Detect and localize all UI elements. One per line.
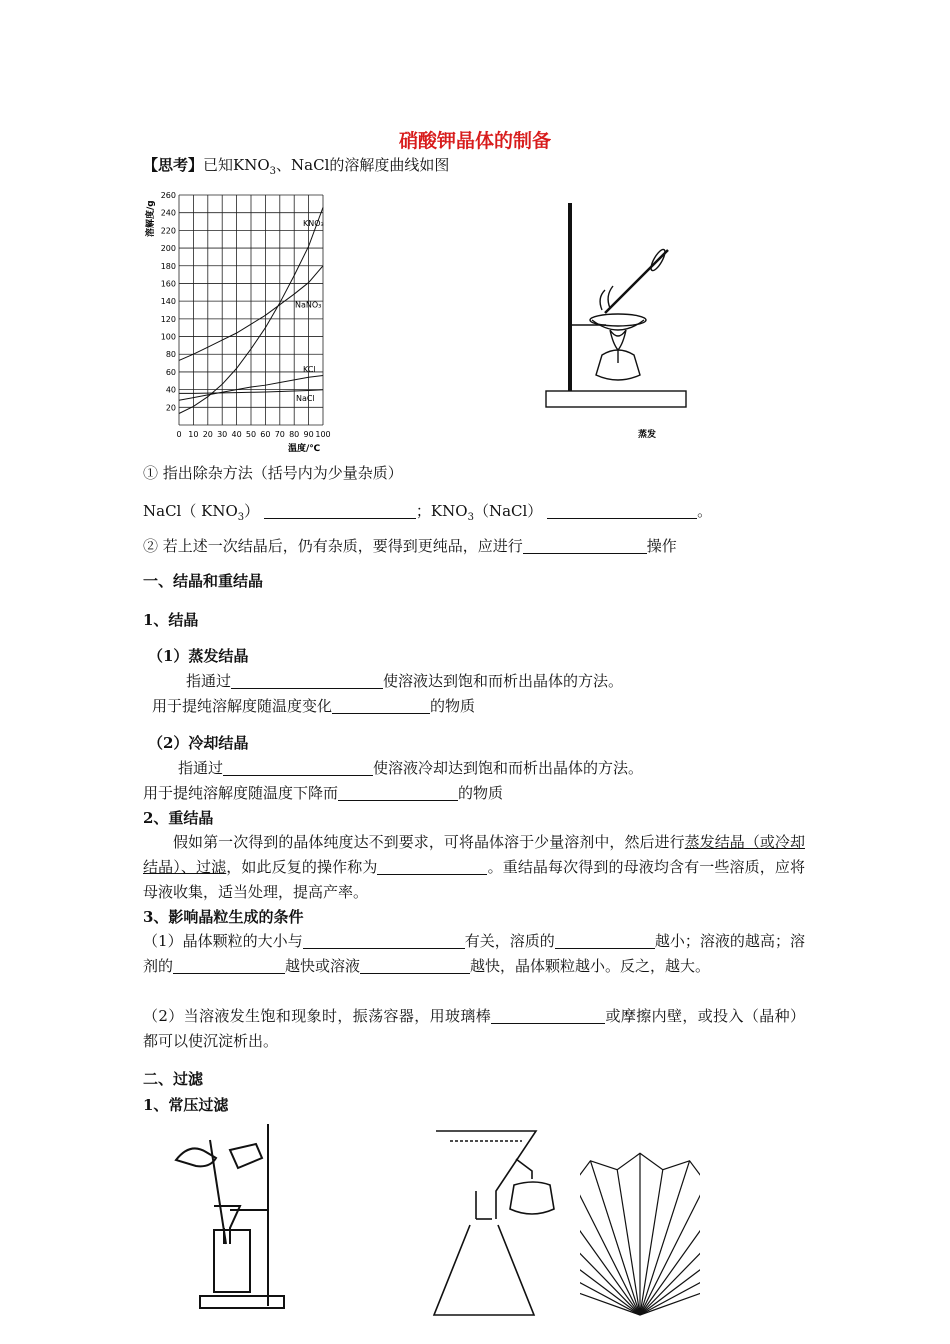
recrystallization-paragraph: 假如第一次得到的晶体纯度达不到要求，可将晶体溶于少量溶剂中，然后进行蒸发结晶（或冷却结晶）、过滤，如此反复的操作称为 。重结晶每次得到的母液均含有一些溶质，应将母液收集，适当处理，提高产率。	[143, 833, 805, 901]
cool-line-1: 指通过 使溶液冷却达到饱和而析出晶体的方法。	[178, 759, 644, 777]
series-label: NaCl	[296, 394, 315, 404]
solubility-chart	[143, 185, 343, 455]
vacuum-filtration-figure	[430, 1125, 570, 1325]
answer-blank-8[interactable]	[377, 859, 487, 875]
x-tick-label: 60	[260, 430, 271, 439]
filter-paper-fold	[580, 1216, 640, 1315]
y-tick-label: 80	[165, 350, 176, 360]
x-axis-label: 温度/℃	[288, 444, 321, 454]
answer-blank-3[interactable]	[523, 538, 647, 554]
y-tick-label: 140	[160, 297, 176, 307]
answer-blank-11[interactable]	[173, 958, 285, 974]
answer-blank-5[interactable]	[332, 698, 430, 714]
q1-label: ① 指出除杂方法（括号内为少量杂质）	[143, 464, 403, 482]
think-text-post: 、NaCl的溶解度曲线如图	[276, 156, 450, 174]
x-tick-label: 20	[202, 430, 213, 439]
cool-heading: （2）冷却结晶	[148, 734, 249, 752]
evap-line-1: 指通过 使溶液达到饱和而析出晶体的方法。	[186, 672, 624, 690]
flame	[610, 330, 626, 350]
evaporation-label: 蒸发	[638, 430, 657, 440]
think-sub: 3	[269, 166, 277, 177]
y-tick-label: 260	[160, 191, 176, 200]
series-label: KCl	[303, 364, 316, 374]
answer-blank-6[interactable]	[223, 760, 373, 776]
underlined-answer: 蒸发结晶（或冷却结晶）、过滤	[143, 833, 805, 876]
x-tick-label: 70	[274, 430, 285, 439]
x-tick-label: 30	[217, 430, 228, 439]
subheading-conditions: 3、影响晶粒生成的条件	[143, 908, 304, 926]
section-1-heading: 一、结晶和重结晶	[143, 572, 264, 590]
y-tick-label: 200	[160, 244, 176, 254]
x-tick-label: 10	[188, 430, 199, 439]
subheading-filtration: 1、常压过滤	[143, 1096, 229, 1114]
answer-blank-1[interactable]	[264, 503, 416, 519]
glass-rod	[605, 250, 668, 313]
filter-paper-fold	[640, 1182, 700, 1315]
cool-line-2: 用于提纯溶解度随温度下降而 的物质	[143, 784, 504, 802]
answer-blank-4[interactable]	[231, 673, 383, 689]
y-tick-label: 180	[160, 261, 176, 271]
y-tick-label: 20	[165, 403, 176, 413]
x-tick-label: 100	[315, 430, 331, 439]
subheading-crystallization: 1、结晶	[143, 611, 199, 629]
y-tick-label: 40	[165, 385, 176, 395]
answer-blank-7[interactable]	[338, 785, 458, 801]
condition-2-paragraph: （2）当溶液发生饱和现象时，振荡容器，用玻璃棒 或摩擦内壁，或投入（晶种）都可以使沉淀析出。	[143, 1007, 805, 1050]
filter-paper-fold	[640, 1183, 700, 1315]
page-title: 硝酸钾晶体的制备	[398, 130, 551, 152]
series-label: NaNO₃	[295, 300, 322, 310]
fluted-filter-paper-figure	[580, 1125, 700, 1325]
stand-base	[546, 391, 686, 407]
evaporation-apparatus	[540, 195, 710, 455]
y-tick-label: 220	[160, 226, 176, 236]
filter-paper-fold	[580, 1183, 640, 1315]
y-tick-label: 120	[160, 314, 176, 324]
answer-blank-12[interactable]	[360, 958, 470, 974]
y-tick-label: 100	[160, 332, 176, 342]
think-tag: 【思考】	[143, 156, 204, 174]
filter-paper-fold	[640, 1216, 700, 1315]
x-tick-label: 80	[289, 430, 300, 439]
answer-blank-10[interactable]	[555, 933, 655, 949]
x-tick-label: 50	[245, 430, 257, 439]
subheading-recrystallization: 2、重结晶	[143, 809, 214, 827]
evap-heading: （1）蒸发结晶	[148, 647, 249, 665]
evap-line-2: 用于提纯溶解度随温度变化 的物质	[152, 697, 476, 715]
y-tick-label: 240	[160, 208, 176, 218]
answer-blank-2[interactable]	[547, 503, 697, 519]
series-label: KNO₃	[303, 218, 324, 228]
condition-1-paragraph: （1）晶体颗粒的大小与 有关，溶质的 越小；溶液的越高；溶剂的 越快或溶液 越快，晶体颗粒越小。反之，越大。	[143, 932, 805, 975]
y-axis-label: 溶解度/g	[146, 200, 156, 237]
x-tick-label: 40	[231, 430, 242, 439]
section-2-heading: 二、过滤	[143, 1070, 204, 1088]
q2-line: ② 若上述一次结晶后，仍有杂质，要得到更纯品，应进行 操作	[143, 537, 677, 555]
x-tick-label: 0	[176, 430, 182, 439]
y-tick-label: 160	[160, 279, 176, 289]
answer-blank-9[interactable]	[303, 933, 465, 949]
filter-paper-fold	[580, 1182, 640, 1315]
gravity-filtration-figure	[170, 1120, 290, 1320]
think-line	[143, 154, 449, 177]
think-text: 已知KNO	[203, 156, 270, 174]
answer-blank-13[interactable]	[491, 1008, 605, 1024]
y-tick-label: 60	[165, 367, 176, 377]
q1-line: NaCl（ $KNO_3$） ；$KNO_3(NaCl)$ 。	[143, 502, 713, 523]
x-tick-label: 90	[303, 430, 314, 439]
